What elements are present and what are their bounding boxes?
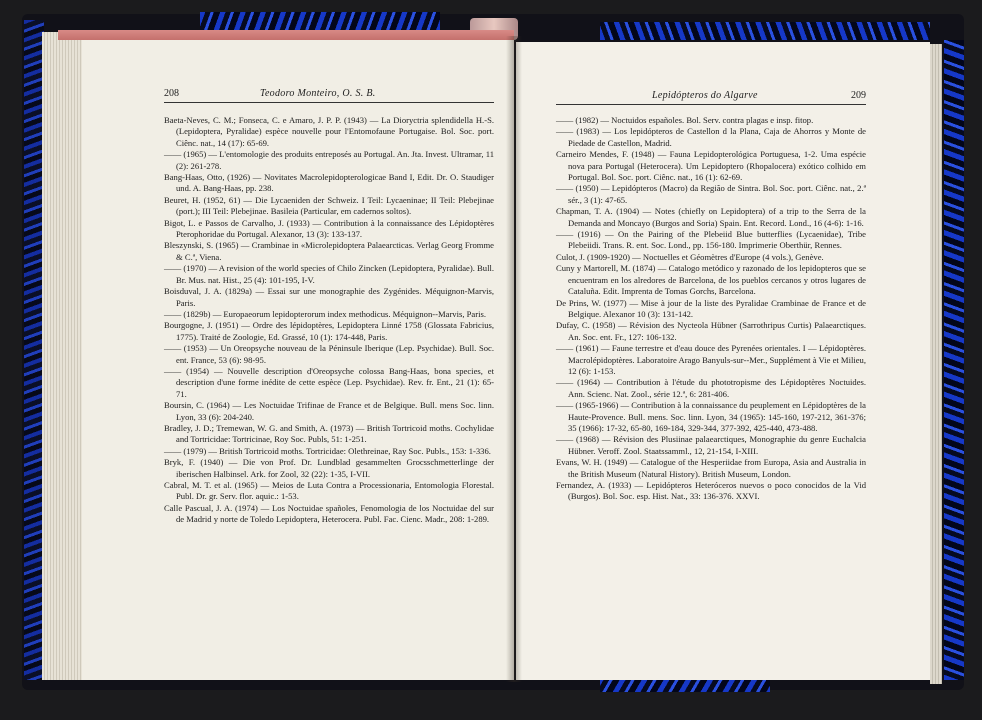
cover-marbling-right	[944, 40, 964, 680]
left-bibliography	[164, 115, 494, 526]
bib-entry: —— (1964) — Contribution à l'étude du phototropisme des Lépidoptères Noctuides. Ann. Scienc. Nat. Zool., série 12.ª, 6: 281-406.	[556, 377, 866, 399]
bib-entry: Chapman, T. A. (1904) — Notes (chiefly on Lepidoptera) of a trip to the Serra de la Demanda and Moncayo (Burgos and Soria) Spain. Ent. Record. Lond., 16 (4-6): 1-16.	[556, 206, 866, 228]
cover-marbling-top-left	[200, 12, 440, 32]
bib-entry: Culot, J. (1909-1920) — Noctuelles et Géomètres d'Europe (4 vols.), Genève.	[556, 251, 824, 262]
right-page-number: 209	[851, 90, 866, 101]
bib-entry: Calle Pascual, J. A. (1974) — Los Noctuidae spañoles, Fenomologia de los Noctuidae del sur de Madrid y norte de Toledo Lepidoptera, Heterocera. Publ. Fac. Cienc. Madr., 208: 1-289.	[164, 502, 494, 525]
right-running-head: Lepidópteros do Algarve	[652, 90, 758, 101]
bib-entry: Bradley, J. D.; Tremewan, W. G. and Smith, A. (1973) — British Tortricoid moths. Cochylidae and Tortricidae: Tortricinae, Roy Soc. Publs, 51: 1-251.	[164, 422, 494, 445]
bib-entry: Evans, W. H. (1949) — Catalogue of the Hesperiidae from Europa, Asia and Australia in the British Museum (Natural History). British Museum, London.	[556, 457, 866, 479]
bib-entry: —— (1970) — A revision of the world species of Chilo Zincken (Lepidoptera, Pyralidae). Bull. Br. Mus. nat. Hist., 25 (4): 101-195, I-V.	[164, 263, 494, 285]
bib-entry: —— (1982) — Noctuidos españoles. Bol. Serv. contra plagas e insp. fitop.	[556, 115, 814, 125]
cover-marbling-top-right	[600, 22, 930, 40]
page-edges-left	[42, 32, 82, 680]
bib-entry: —— (1916) — On the Pairing of the Plebeiid Blue butterflies (Lycaenidae), Tribe Plebeiidi. Trans. R. ent. Soc. Lond., pp. 156-180. Imprimerie Oberthür, Rennes.	[556, 229, 866, 251]
bib-entry: —— (1965) — L'entomologie des produits entreposés au Portugal. An. Jta. Invest. Ultramar, 11 (2): 261-278.	[164, 149, 494, 171]
bib-entry: Beuret, H. (1952, 61) — Die Lycaeniden der Schweiz. I Teil: Lycaeninae; II Teil: Plebejinae (port.); III Teil: Plebejinae. Basileia (Particular, em cadernos soltos).	[164, 194, 494, 217]
page-top-edge	[58, 30, 514, 40]
right-page	[516, 42, 930, 680]
bib-entry: Bigot, L. e Passos de Carvalho, J. (1933) — Contribution à la connaissance des Lépidoptères Pterophoridae du Portugal. Alexanor, 13 (3): 133-137.	[164, 217, 494, 240]
bib-entry: Cabral, M. T. et al. (1965) — Meios de Luta Contra a Processionaria, Entomologia Florestal. Publ. Dr. gr. Serv. flor. aquic.: 1-53.	[164, 480, 494, 502]
cover-marbling-left	[24, 20, 44, 680]
left-page	[82, 40, 514, 680]
right-page-header	[556, 90, 866, 102]
bib-entry: Bang-Haas, Otto, (1926) — Novitates Macrolepidopterologicae Band I, Edit. Dr. O. Staudiger und. A. Bang-Haas, pp. 238.	[164, 172, 494, 194]
page-edges-right	[930, 44, 942, 684]
right-bibliography	[556, 115, 866, 503]
bib-entry: Fernandez, A. (1933) — Lepidópteros Heteróceros nuevos o poco conocidos de la Vid (Burgos). Bol. Soc. esp. Hist. Nat., 33: 136-376. XXVI.	[556, 480, 866, 502]
bib-entry: —— (1983) — Los lepidópteros de Castellon d la Plana, Caja de Ahorros y Monte de Piedade de Castellon, Madrid.	[556, 126, 866, 148]
bib-entry: Carneiro Mendes, F. (1948) — Fauna Lepidopterológica Portuguesa, 1-2. Uma espécie nova para Portugal (Heterocera). Um Lepidoptero (Rhopalocera) exótico colhido em Portugal. Bol. Soc. port. Ciênc. nat., 16 (1): 62-69.	[556, 149, 866, 183]
bib-entry: —— (1953) — Un Oreopsyche nouveau de la Péninsule Iberique (Lep. Psychidae). Bull. Soc. ent. France, 53 (6): 98-95.	[164, 343, 494, 365]
left-header-rule	[164, 102, 494, 103]
bib-entry: —— (1829b) — Europaeorum lepidopterorum index methodicus. Méquignon--Marvis, Paris.	[164, 308, 486, 319]
bib-entry: Baeta-Neves, C. M.; Fonseca, C. e Amaro, J. P. P. (1943) — La Dioryctria splendidella H.-S. (Lepidoptera, Pyralidae) espèce nouvelle pour l'Entomofaune Portugaise. Bol. Soc. port. Ciênc. nat., 14 (17): 65-69.	[164, 115, 494, 148]
right-header-rule	[556, 104, 866, 105]
bib-entry: Dufay, C. (1958) — Révision des Nycteola Hübner (Sarrothripus Curtis) Palaearctiques. An. Soc. ent. Fr., 127: 106-132.	[556, 320, 866, 342]
bib-entry: Bryk, F. (1940) — Die von Prof. Dr. Lundblad gesammelten Grocsschmetterlinge der iberischen Halbinsel. Ark. for Zool, 32 (22): 1-35, I-VII.	[164, 457, 494, 479]
bib-entry: —— (1968) — Révision des Plusiinae palaearctiques, Monographie du genre Euchalcia Hübner. Veroff. Zool. Staatssamml., 12, 21-154, I-XIII.	[556, 434, 866, 456]
bib-entry: —— (1961) — Faune terrestre et d'eau douce des Pyrenées orientales. I — Lépidoptères. Macrolépidoptères. Laboratoire Arago Banyuls-sur--Mer., Supplément à Vie et Milieu, 12 (6): 1-153.	[556, 343, 866, 376]
left-page-header	[164, 88, 494, 100]
bib-entry: Boursin, C. (1964) — Les Noctuidae Trifinae de France et de Belgique. Bull. mens Soc. linn. Lyon, 33 (6): 204-240.	[164, 400, 494, 422]
bib-entry: —— (1965-1966) — Contribution à la connaissance du peuplement en Lépidoptères de la Haute-Provence. Bull. mens. Soc. linn. Lyon, 34 (1965): 145-160, 197-212, 361-376; 35 (1966): 17-32, 65-80, 169-184, 329-344, 377-392, 425-440, 473-488.	[556, 400, 866, 433]
bib-entry: Bourgogne, J. (1951) — Ordre des lépidoptères, Lepidoptera Linné 1758 (Glossata Fabricius, 1775). Traité de Zoologie, Ed. Grassé, 10 (1): 174-448, Paris.	[164, 320, 494, 342]
bib-entry: Bleszynski, S. (1965) — Crambinae in «Microlepidoptera Palaearcticas. Verlag Georg Fromme & C.ª, Viena.	[164, 240, 494, 262]
left-page-number: 208	[164, 88, 179, 99]
left-running-head: Teodoro Monteiro, O. S. B.	[260, 88, 376, 99]
bib-entry: —— (1950) — Lepidópteros (Macro) da Região de Sintra. Bol. Soc. port. Ciênc. nat., 2.ª sér., 3 (1): 47-65.	[556, 183, 866, 205]
bib-entry: Cuny y Martorell, M. (1874) — Catalogo metódico y razonado de los lepidopteros que se encuentram en los alredores de Barcelona, de los pueblos cercanos y otros lugares de Cataluña. Edit. Imprenta de Tomas Gorchs, Barcelona.	[556, 263, 866, 297]
bib-entry: —— (1979) — British Tortricoid moths. Tortricidae: Olethreinae, Ray Soc. Publs., 153: 1-336.	[164, 445, 491, 456]
bib-entry: Boisduval, J. A. (1829a) — Essai sur une monographie des Zygénides. Méquignon-Marvis, Paris.	[164, 286, 494, 308]
bib-entry: —— (1954) — Nouvelle description d'Oreopsyche colossa Bang-Haas, bona species, et description d'une forme inédite de cette espèce (Lep. Psychidae). Rev. fr. Ent., 21 (1): 65-71.	[164, 365, 494, 399]
bib-entry: De Prins, W. (1977) — Mise à jour de la liste des Pyralidae Crambinae de France et de Belgique. Alexanor 10 (3): 131-142.	[556, 297, 866, 319]
